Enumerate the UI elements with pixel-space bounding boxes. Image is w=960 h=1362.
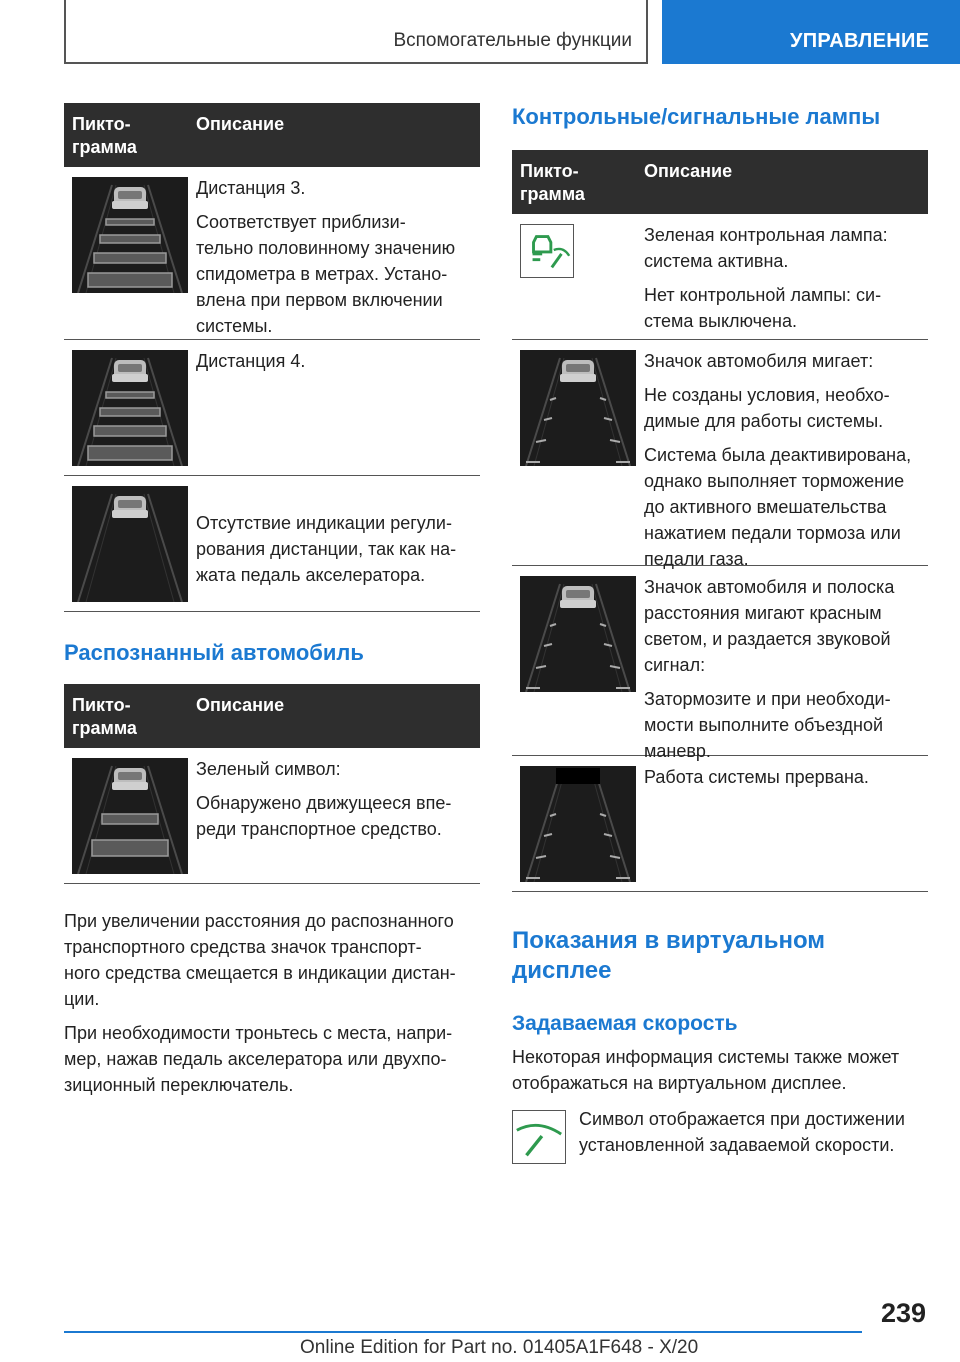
distance-table: [64, 103, 480, 612]
header-description: Описание: [644, 161, 733, 181]
table-row: [64, 340, 480, 476]
table-row: [512, 756, 928, 892]
subsection-title-set-speed: Задаваемая скорость: [512, 1012, 738, 1035]
row-text: Зеленая контрольная лампа: система активна.: [644, 225, 888, 271]
table-row: [512, 566, 928, 761]
row-text: Значок автомобиля мигает:: [644, 351, 874, 371]
row-text: Работа системы прервана.: [644, 767, 869, 787]
recognized-car-pictogram: [72, 758, 188, 874]
section-title-recognized: Распознанный автомобиль: [64, 640, 364, 665]
footer-divider: [64, 1331, 862, 1333]
header-description: Описание: [196, 695, 285, 715]
table-header: [64, 103, 480, 167]
table-row: [64, 748, 480, 884]
row-text: Обнаружено движущееся впе- реди транспортное средство.: [196, 793, 452, 839]
table-row: [64, 167, 480, 340]
green-indicator-icon: [520, 224, 574, 278]
header-chapter-label: УПРАВЛЕНИЕ: [790, 30, 930, 52]
distance-3-pictogram: [72, 177, 188, 293]
table-header: [512, 150, 928, 214]
paragraph: При увеличении расстояния до распознанного транспортного средства значок транспорт- ного средства смещается в индикации дистан- ции.: [64, 911, 456, 1009]
row-text: Отсутствие индикации регули- рования дистанции, так как на- жата педаль акселератора.: [196, 513, 457, 585]
table-header: [64, 684, 480, 748]
row-text: Значок автомобиля и полоска расстояния мигают красным светом, и раздается звуковой сигнал:: [644, 577, 895, 675]
row-text: Система была деактивирована, однако выполняет торможение до активного вмешательства нажатием педали тормоза или педали газа.: [644, 445, 912, 569]
system-interrupted-pictogram: [520, 766, 636, 882]
paragraph: Некоторая информация системы также может отображаться на виртуальном дисплее.: [512, 1047, 900, 1093]
footer-edition: Online Edition for Part no. 01405A1F648 - X/20: [300, 1337, 699, 1358]
no-distance-indication-pictogram: [72, 486, 188, 602]
row-text: Дистанция 4.: [196, 351, 306, 371]
table-row: [512, 340, 928, 569]
set-speed-icon: [512, 1110, 566, 1164]
row-text: Затормозите и при необходи- мости выполните объездной маневр.: [644, 689, 891, 761]
header-section-label: Вспомогательные функции: [393, 30, 632, 51]
header-pictogram: Пикто- грамма: [72, 695, 137, 738]
page-number: 239: [880, 1298, 926, 1328]
distance-4-pictogram: [72, 350, 188, 466]
header-section-box: [64, 0, 648, 64]
row-text: Нет контрольной лампы: си- стема выключена.: [644, 285, 882, 331]
header-chapter-tab[interactable]: [662, 0, 960, 64]
row-text: Не созданы условия, необхо- димые для работы системы.: [644, 385, 890, 431]
header-pictogram: Пикто- грамма: [520, 161, 585, 204]
set-speed-description: Символ отображается при достижении установленной задаваемой скорости.: [579, 1109, 905, 1155]
lamps-table: [512, 150, 928, 892]
section-title-lamps: Контрольные/сигнальные лампы: [512, 104, 881, 129]
row-text: Дистанция 3.: [196, 178, 306, 198]
row-text: Соответствует приблизи- тельно половинному значению спидометра в метрах. Устано- влена при первом включении системы.: [196, 212, 456, 336]
car-blinking-pictogram: [520, 350, 636, 466]
row-text: Зеленый символ:: [196, 759, 341, 779]
table-row: [64, 476, 480, 612]
recognized-table: [64, 684, 480, 884]
car-red-warning-pictogram: [520, 576, 636, 692]
header-pictogram: Пикто- грамма: [72, 114, 137, 157]
section-title-virtual: Показания в виртуальном дисплее: [512, 927, 826, 984]
table-row: [512, 214, 928, 340]
header-description: Описание: [196, 114, 285, 134]
paragraph: При необходимости троньтесь с места, напри- мер, нажав педаль акселератора или двухпо- зиционный переключатель.: [64, 1023, 453, 1095]
